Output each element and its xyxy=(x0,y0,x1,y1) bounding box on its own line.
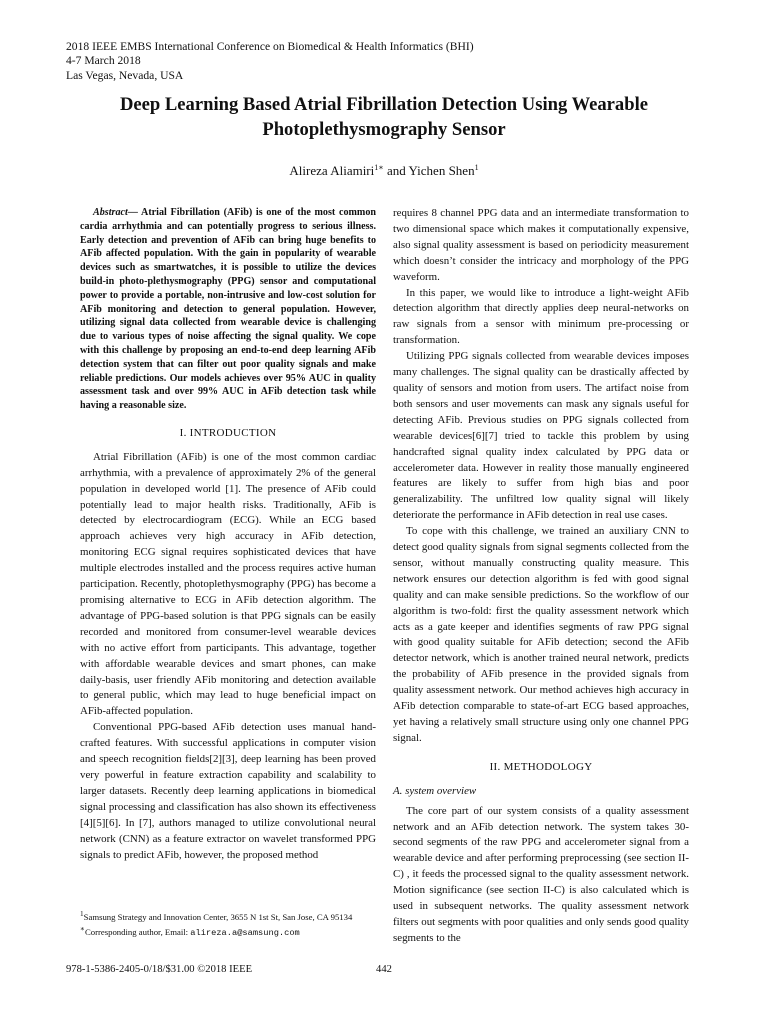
subsection-heading-system-overview: A. system overview xyxy=(393,784,477,797)
conference-name: 2018 IEEE EMBS International Conference on Biomedical & Health Informatics (BHI) xyxy=(66,40,474,53)
abstract-text: — Atrial Fibrillation (AFib) is one of the most common cardia arrhythmia and can potentially progress to serious illness. Early detection and prevention of AFib can bring huge benefits to AFib affected population. With the gain in popularity of wearable devices such as smartwatches, it is possible to utilize the devices build-in photo-plethysmography (PPG) sensor and computational power to provide a portable, non-intrusive and low-cost solution for AFib monitoring and detection to general population. However, utilizing signal data collected from wearable device is challenging due to various types of noise affecting the signal quality. We cope with this challenge by proposing an end-to-end deep learning AFib detection system that can filter out poor quality signals and make reliable predictions. Our models achieves over 95% AUC in quality assessment task and over 99% AUC in AFib detection task while having a reasonable size. xyxy=(80,207,376,412)
footnote-mark: ∗ xyxy=(80,924,85,933)
paragraph: The core part of our system consists of a quality assessment network and an AFib detection network. The system takes 30-second segments of the raw PPG and accelerometer signal from a wearable device and after performing preprocessing (see section II-C) , it feeds the processed signal to the quality assessment network. Motion significance (see section II-C) is also calculated which is used in subsequent networks. The quality assessment network filters out segments with poor qualities and only sends good quality segments to the xyxy=(393,804,689,944)
abstract xyxy=(80,206,376,413)
right-column xyxy=(393,206,689,947)
paragraph: In this paper, we would like to introduce a light-weight AFib detection algorithm that directly applies deep neural-networks on raw signals from a sensor with minimum pre-processing or transformation. xyxy=(393,286,689,347)
paragraph: requires 8 channel PPG data and an intermediate transformation to two dimensional space which makes it computationally expensive, also signal quality assessment is based on periodicity measurement which doesn’t consider the intricacy and morphology of the PPG waveform. xyxy=(393,207,689,283)
author-list xyxy=(0,163,768,179)
paper-title xyxy=(30,92,738,142)
conference-dates: 4-7 March 2018 xyxy=(66,54,141,68)
conference-location: Las Vegas, Nevada, USA xyxy=(66,68,184,82)
page-number: 442 xyxy=(376,964,392,975)
footnote-corresponding: ∗Corresponding author, Email: alireza.a@samsung.com xyxy=(80,924,300,938)
author-2-affiliation-mark: 1 xyxy=(474,163,479,172)
footnote-affiliation: $^1$Samsung Strategy and Innovation Center, 3655 N 1st St, San Jose, CA 95134 xyxy=(80,910,353,922)
author-1-affiliation-mark: 1∗ xyxy=(374,163,384,172)
section-heading-introduction: I. INTRODUCTION xyxy=(179,426,277,439)
author-2: and Yichen Shen xyxy=(383,163,475,178)
isbn-copyright: 978-1-5386-2405-0/18/$31.00 ©2018 IEEE xyxy=(66,964,253,975)
paragraph: To cope with this challenge, we trained an auxiliary CNN to detect good quality signals from signal segments collected from the sensor, without manually constructing quality measure. This network ensures our detection algorithm is fed with good signal quality and can make sensible predictions. So the workflow of our algorithm is two-fold: first the quality assessment network which acts as a gate keeper and identifies segments of raw PPG signal with good quality suitable for AFib detection; second the AFib detector network, which is another trained neural network, predicts the probability of AFib presence in the provided signals from quality assessment network. Our method achieves high accuracy in AFib detection comparable to state-of-art ECG based approaches, yet having a relatively small structure using only one channel PPG signal. xyxy=(393,525,689,744)
paper-title-line1: Deep Learning Based Atrial Fibrillation Detection Using Wearable xyxy=(119,94,648,115)
author-email: alireza.a@samsung.com xyxy=(190,927,300,938)
paragraph: Conventional PPG-based AFib detection uses manual hand-crafted features. With successful applications in computer vision and speech recognition fields[2][3], deep learning has been proved very powerful in feature extraction capability and scalability to larger datasets. Recently deep learning applications in biomedical signal processing and classification has also shown its effectiveness [4][5][6]. In [7], authors managed to utilize convolutional neural network (CNN) as a feature extractor on wavelet transformed PPG signals to predict AFib, however, the proposed method xyxy=(80,721,376,861)
abstract-label: Abstract xyxy=(93,207,128,218)
paper-title-line2: Photoplethysmography Sensor xyxy=(262,119,506,140)
left-column xyxy=(80,206,376,863)
footnotes xyxy=(80,908,376,939)
author-1: Alireza Aliamiri xyxy=(289,163,375,178)
paragraph: Atrial Fibrillation (AFib) is one of the most common cardiac arrhythmia, with a prevalence of approximately 2% of the general population in developed world [1]. The presence of AFib could potentially lead to major health risks. Traditionally, AFib is detected by electrocardiogram (ECG). While an ECG based approach achieves very high accuracy in AFib detection, monitoring ECG signal requires sophisticated devices that have multiple electrodes installed and the process requires active human participation. Recently, photoplethysmography (PPG) has become a promising alternative to ECG in AFib detection algorithm. The advantage of PPG-based solution is that PPG signals can be easily recorded and monitored from consumer-level wearable devices with no active effort from participants. This advantage, together with affordable wearable devices and smart phones, can make daily-basis, user friendly AFib monitoring and detection available to general public, which may lead to huge beneficial impact on AFib-affected population. xyxy=(80,450,376,718)
footnote-mark: 1 xyxy=(80,910,84,918)
paragraph: Utilizing PPG signals collected from wearable devices imposes many challenges. The signal quality can be drastically affected by quality of sensors and motion from users. The artifact noise from both sensors and user movements can mask any signals useful for detecting AFib. Previous studies on PPG signals collected from wearable devices[6][7] tried to tackle this problem by using handcrafted signal quality index calculated by PPG data or accelerometer data. However in reality those manually engineered features are likely to suffer from high bias and poor generalizability. The unfiltred low quality signal will likely deteriorate the performance in AFib detection in real use cases. xyxy=(393,350,689,522)
section-heading-methodology: II. METHODOLOGY xyxy=(489,760,593,773)
conference-header xyxy=(66,40,474,83)
